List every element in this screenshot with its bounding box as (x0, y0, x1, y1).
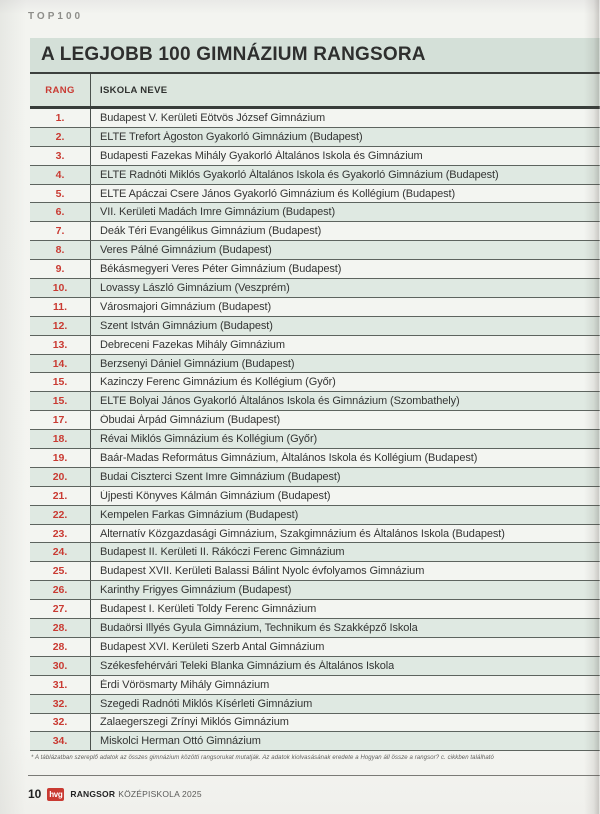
school-name-cell: Budapesti Fazekas Mihály Gyakorló Általános Iskola és Gimnázium (100, 149, 423, 162)
school-name-cell: Berzsenyi Dániel Gimnázium (Budapest) (100, 357, 295, 370)
table-row (30, 317, 600, 336)
school-name-cell: Lovassy László Gimnázium (Veszprém) (100, 281, 290, 294)
rank-cell: 15. (52, 376, 68, 389)
table-row (30, 392, 600, 411)
rank-cell: 25. (52, 565, 68, 578)
table-row (30, 411, 600, 430)
school-name-cell: VII. Kerületi Madách Imre Gimnázium (Budapest) (100, 206, 336, 219)
table-row (30, 581, 600, 600)
school-name-cell: Budaörsi Illyés Gyula Gimnázium, Technikum és Szakképző Iskola (100, 621, 418, 634)
school-name-cell: Kempelen Farkas Gimnázium (Budapest) (100, 508, 299, 521)
table-row (30, 222, 600, 241)
table-header-row (30, 74, 600, 109)
rank-cell: 8. (55, 244, 65, 257)
table-row (30, 355, 600, 374)
school-name-cell: ELTE Radnóti Miklós Gyakorló Általános Iskola és Gyakorló Gimnázium (Budapest) (100, 168, 499, 181)
footer-rule (28, 775, 600, 776)
school-name-cell: Miskolci Herman Ottó Gimnázium (100, 735, 261, 748)
table-row (30, 506, 600, 525)
page-tag: TOP100 (28, 11, 84, 22)
school-name-cell: Debreceni Fazekas Mihály Gimnázium (100, 338, 285, 351)
table-row (30, 638, 600, 657)
school-name-cell: Budapest XVI. Kerületi Szerb Antal Gimnázium (100, 640, 325, 653)
table-row (30, 732, 600, 751)
rank-cell: 12. (52, 319, 68, 332)
table-row (30, 373, 600, 392)
table-row (30, 185, 600, 204)
school-name-cell: Óbudai Árpád Gimnázium (Budapest) (100, 414, 281, 427)
table-row (30, 147, 600, 166)
school-name-cell: Budapest XVII. Kerületi Balassi Bálint Nyolc évfolyamos Gimnázium (100, 565, 425, 578)
rank-cell: 21. (52, 489, 68, 502)
school-name-cell: Szegedi Radnóti Miklós Kísérleti Gimnázium (100, 697, 313, 710)
rank-cell: 32. (52, 697, 68, 710)
rank-cell: 3. (55, 149, 65, 162)
table-row (30, 657, 600, 676)
school-name-cell: Deák Téri Evangélikus Gimnázium (Budapest) (100, 225, 322, 238)
footnote: * A táblázatban szereplő adatok az összes gimnázium közötti rangsorukat mutatják. Az adatok kiolvasásának eredete a Hogyan áll össze a rangsor? c. cikkben található (31, 755, 494, 762)
table-row (30, 543, 600, 562)
rank-cell: 28. (52, 621, 68, 634)
rank-cell: 23. (52, 527, 68, 540)
rank-cell: 2. (55, 130, 65, 143)
rank-cell: 10. (52, 281, 68, 294)
table-row (30, 279, 600, 298)
school-name-cell: Újpesti Könyves Kálmán Gimnázium (Budapest) (100, 489, 331, 502)
column-header-school: ISKOLA NEVE (100, 84, 168, 96)
school-name-cell: Budapest I. Kerületi Toldy Ferenc Gimnázium (100, 603, 317, 616)
rank-cell: 1. (55, 111, 65, 124)
table-row (30, 260, 600, 279)
school-name-cell: Zalaegerszegi Zrínyi Miklós Gimnázium (100, 716, 289, 729)
table-row (30, 562, 600, 581)
hvg-logo: hvg (49, 789, 63, 799)
table-row (30, 676, 600, 695)
table-row (30, 468, 600, 487)
rank-cell: 5. (55, 187, 65, 200)
table-row (30, 336, 600, 355)
rank-cell: 11. (52, 300, 68, 313)
table-title: A LEGJOBB 100 GIMNÁZIUM RANGSORA (41, 44, 426, 65)
ranking-table (30, 38, 600, 761)
footer-brand: RANGSOR (70, 789, 116, 799)
table-row (30, 109, 600, 128)
school-name-cell: ELTE Trefort Ágoston Gyakorló Gimnázium (Budapest) (100, 130, 363, 143)
rank-cell: 31. (52, 678, 68, 691)
school-name-cell: Karinthy Frigyes Gimnázium (Budapest) (100, 584, 292, 597)
table-row (30, 298, 600, 317)
school-name-cell: Székesfehérvári Teleki Blanka Gimnázium és Általános Iskola (100, 659, 395, 672)
table-row (30, 695, 600, 714)
rank-cell: 27. (52, 603, 68, 616)
rank-cell: 20. (52, 470, 68, 483)
rank-cell: 15. (52, 395, 68, 408)
school-name-cell: Békásmegyeri Veres Péter Gimnázium (Budapest) (100, 263, 342, 276)
rank-cell: 30. (52, 659, 68, 672)
school-name-cell: Veres Pálné Gimnázium (Budapest) (100, 244, 272, 257)
table-title-band (30, 38, 600, 74)
table-row (30, 128, 600, 147)
school-name-cell: Városmajori Gimnázium (Budapest) (100, 300, 272, 313)
rank-cell: 19. (52, 451, 68, 464)
page-footer (28, 787, 202, 801)
school-name-cell: Alternatív Közgazdasági Gimnázium, Szakgimnázium és Általános Iskola (Budapest) (100, 527, 505, 540)
page-number: 10 (28, 787, 42, 801)
rank-cell: 24. (52, 546, 68, 559)
school-name-cell: Budapest II. Kerületi II. Rákóczi Ferenc Gimnázium (100, 546, 345, 559)
table-row (30, 487, 600, 506)
footer-edition: KÖZÉPISKOLA 2025 (118, 789, 202, 799)
school-name-cell: ELTE Bolyai János Gyakorló Általános Iskola és Gimnázium (Szombathely) (100, 395, 460, 408)
table-row (30, 525, 600, 544)
rank-cell: 26. (52, 584, 68, 597)
school-name-cell: Budai Ciszterci Szent Imre Gimnázium (Budapest) (100, 470, 341, 483)
school-name-cell: Kazinczy Ferenc Gimnázium és Kollégium (Győr) (100, 376, 336, 389)
table-row (30, 430, 600, 449)
rank-cell: 9. (55, 263, 65, 276)
rank-cell: 28. (52, 640, 68, 653)
rank-cell: 17. (52, 414, 68, 427)
school-name-cell: ELTE Apáczai Csere János Gyakorló Gimnázium és Kollégium (Budapest) (100, 187, 456, 200)
table-body (30, 109, 600, 751)
rank-cell: 18. (52, 433, 68, 446)
rank-cell: 4. (55, 168, 65, 181)
rank-cell: 6. (55, 206, 65, 219)
rank-cell: 32. (52, 716, 68, 729)
table-row (30, 203, 600, 222)
table-row (30, 619, 600, 638)
column-header-rank: RANG (45, 84, 75, 96)
rank-cell: 14. (52, 357, 68, 370)
rank-cell: 7. (55, 225, 65, 238)
table-row (30, 241, 600, 260)
school-name-cell: Baár-Madas Református Gimnázium, Általános Iskola és Kollégium (Budapest) (100, 451, 478, 464)
school-name-cell: Budapest V. Kerületi Eötvös József Gimnázium (100, 111, 326, 124)
school-name-cell: Érdi Vörösmarty Mihály Gimnázium (100, 678, 270, 691)
school-name-cell: Révai Miklós Gimnázium és Kollégium (Győr) (100, 433, 318, 446)
rank-cell: 34. (52, 735, 68, 748)
table-row (30, 600, 600, 619)
rank-cell: 22. (52, 508, 68, 521)
table-row (30, 449, 600, 468)
table-row (30, 714, 600, 733)
rank-cell: 13. (52, 338, 68, 351)
table-row (30, 166, 600, 185)
school-name-cell: Szent István Gimnázium (Budapest) (100, 319, 273, 332)
